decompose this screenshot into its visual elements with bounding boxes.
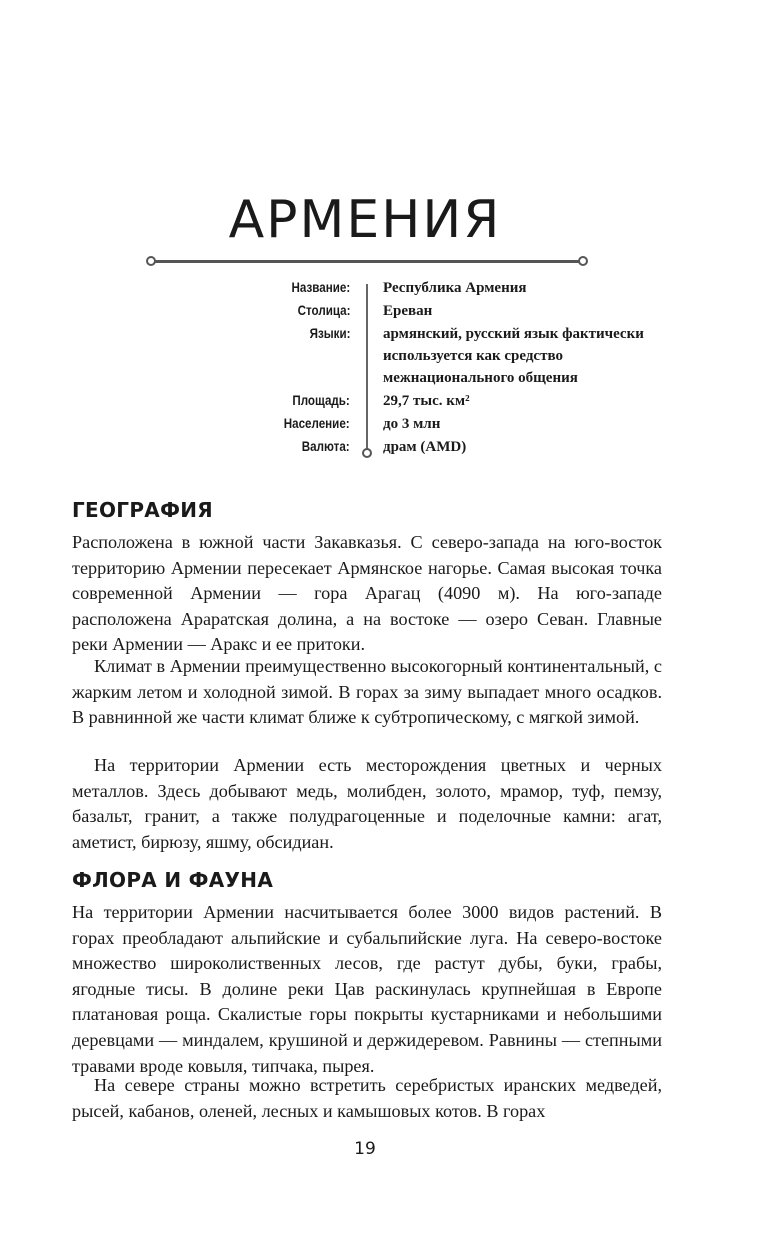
- fact-row-population: [0, 413, 768, 436]
- fact-label: Площадь:: [292, 393, 350, 408]
- paragraph: На севере страны можно встретить серебристых иранских медведей, рысей, кабанов, оленей, лесных и камышовых котов. В горах: [72, 1075, 662, 1121]
- fact-value: Республика Армения: [383, 280, 527, 296]
- paragraph: Расположена в южной части Закавказья. С северо-запада на юго-восток территорию Армении пересекает Армянское нагорье. Самая высокая точка современной Армении — гора Арагац (4090 м). На юго-западе расположена Араратская долина, а на востоке — озеро Севан. Главные реки Армении — Аракс и ее притоки.: [72, 532, 662, 655]
- fact-row-capital: [0, 300, 768, 323]
- fact-row-currency: [0, 436, 768, 459]
- fact-value: армянский, русский язык фактически используется как средство межнационального общения: [383, 326, 644, 386]
- paragraph: На территории Армении есть месторождения цветных и черных металлов. Здесь добывают медь, молибден, золото, мрамор, туф, пемзу, базальт, гранит, а также полудрагоценные и поделочные камни: агат, аметист, бирюзу, яшму, обсидиан.: [72, 755, 662, 852]
- paragraph: Климат в Армении преимущественно высокогорный континентальный, с жарким летом и холодной зимой. В горах за зиму выпадает много осадков. В равнинной же части климат ближе к субтропическому, с мягкой зимой.: [72, 656, 662, 728]
- title-divider: [152, 260, 580, 263]
- divider-end-knob: [146, 256, 156, 266]
- page-title: АРМЕНИЯ: [228, 190, 502, 250]
- fact-label: Языки:: [309, 326, 350, 341]
- fact-value: до 3 млн: [383, 416, 441, 432]
- fact-row-languages: [0, 323, 768, 390]
- fact-box: [0, 277, 768, 459]
- fact-value: драм (AMD): [383, 439, 467, 455]
- fact-value: Ереван: [383, 303, 433, 319]
- section-heading-flora-fauna: ФЛОРА И ФАУНА: [72, 868, 274, 892]
- divider-end-knob: [578, 256, 588, 266]
- fact-label: Население:: [284, 416, 350, 431]
- section-heading-geography: ГЕОГРАФИЯ: [72, 498, 213, 522]
- fact-row-name: [0, 277, 768, 300]
- fact-label: Валюта:: [302, 439, 350, 454]
- fact-value: 29,7 тыс. км²: [383, 393, 470, 409]
- fact-row-area: [0, 390, 768, 413]
- paragraph: На территории Армении насчитывается более 3000 видов растений. В горах преобладают альпийские и субальпийские луга. На северо-востоке множество широколиственных лесов, где растут дубы, буки, грабы, ягодные тисы. В долине реки Цав раскинулась крупнейшая в Европе платановая роща. Скалистые горы покрыты кустарниками и небольшими деревцами — миндалем, крушиной и держидеревом. Равнины — степными травами вроде ковыля, типчака, пырея.: [72, 902, 662, 1076]
- page-number: 19: [354, 1139, 376, 1159]
- fact-label: Название:: [291, 280, 350, 295]
- fact-label: Столица:: [297, 303, 350, 318]
